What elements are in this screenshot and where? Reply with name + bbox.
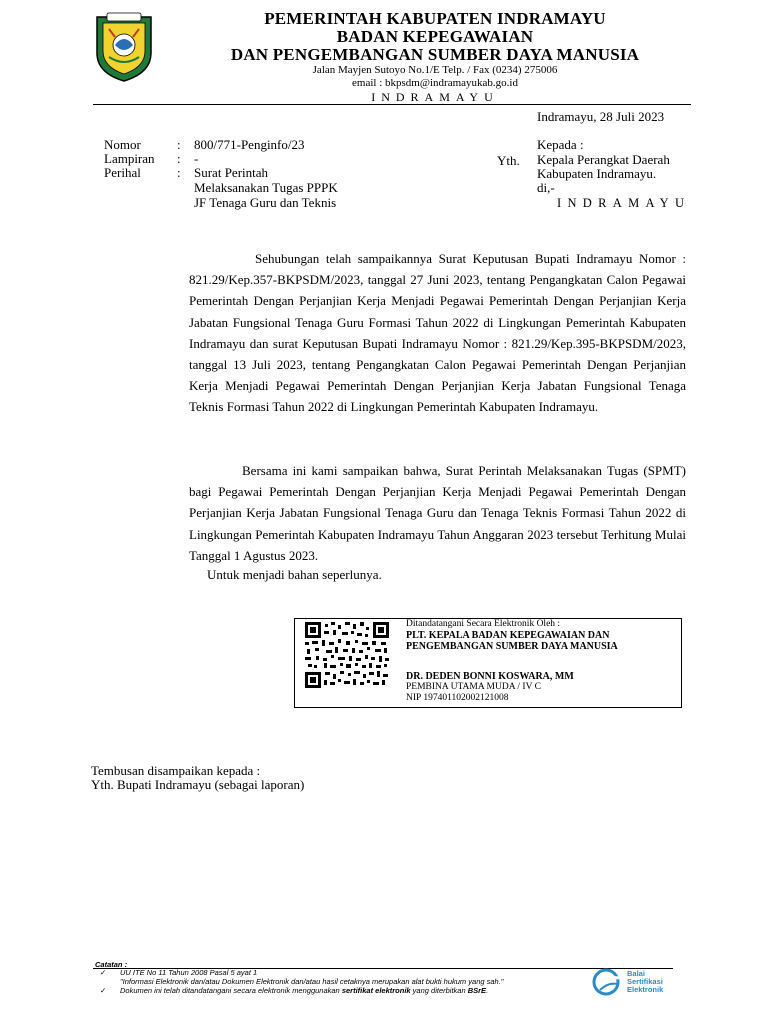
nomor-label: Nomor <box>104 137 141 152</box>
indramayu-regency-emblem-icon <box>93 11 155 83</box>
letterhead-email: email : bkpsdm@indramayukab.go.id <box>352 77 518 89</box>
lampiran-colon: : <box>177 151 181 166</box>
bsre-line-1: Balai <box>627 969 645 978</box>
body-paragraph-2-text: Bersama ini kami sampaikan bahwa, Surat Perintah Melaksanakan Tugas (SPMT) bagi Pegawai Pemerintah Dengan Perjanjian Kerja Menjadi Pegawai Pemerintah Dengan Perjanjian Kerja Jabatan Fungsional Tenaga Guru dan Tenaga Teknis Formasi Tahun 2022 di Lingkungan Pemerintah Kabupaten Indramayu Tahun Anggaran 2023 tersebut Terhitung Mulai Tanggal 1 Agustus 2023. <box>189 463 686 563</box>
letter-date: Indramayu, 28 Juli 2023 <box>537 109 665 124</box>
letterhead <box>180 10 690 104</box>
footer-line-3-c: yang diterbitkan <box>410 986 468 995</box>
bsre-wordmark <box>627 970 663 994</box>
lampiran-label: Lampiran <box>104 151 155 166</box>
letterhead-agency: BADAN KEPEGAWAIAN <box>336 27 534 46</box>
body-paragraph-1-text: Sehubungan telah sampaikannya Surat Keputusan Bupati Indramayu Nomor : 821.29/Kep.357-BKPSDM/2023, tanggal 27 Juni 2023, tentang Pengangkatan Calon Pegawai Pemerintah Dengan Perjanjian Kerja Menjadi Pegawai Pemerintah Dengan Perjanjian Kerja Jabatan Fungsional Tenaga Guru Formasi Tahun 2022 di Lingkungan Pemerintah Kabupaten Indramayu dan surat Keputusan Bupati Indramayu Nomor : 821.29/Kep.395-BKPSDM/2023, tanggal 13 Juli 2023, tentang Pengangkatan Calon Pegawai Pemerintah Dengan Perjanjian Kerja Menjadi Pegawai Pemerintah Dengan Perjanjian Kerja Jabatan Fungsional Tenaga Teknis Formasi Tahun 2022 di Lingkungan Pemerintah Kabupaten Indramayu. <box>189 251 686 415</box>
letterhead-agency-cont: DAN PENGEMBANGAN SUMBER DAYA MANUSIA <box>230 45 640 64</box>
recipient-yth: Yth. <box>497 153 520 168</box>
footer-line-1 <box>100 968 257 977</box>
signature-position-2: PENGEMBANGAN SUMBER DAYA MANUSIA <box>406 641 618 652</box>
footer-line-2: "Informasi Elektronik dan/atau Dokumen Elektronik dan/atau hasil cetaknya merupakan alat bukti hukum yang sah." <box>120 977 504 986</box>
perihal-value-2: Melaksanakan Tugas PPPK <box>194 180 338 195</box>
recipient-line2: Kabupaten Indramayu. <box>537 166 657 181</box>
perihal-value-3: JF Tenaga Guru dan Teknis <box>194 195 337 210</box>
letterhead-city: INDRAMAYU <box>371 90 499 104</box>
signature-nip: NIP 197401102002121008 <box>406 693 509 703</box>
signature-position-1: PLT. KEPALA BADAN KEPEGAWAIAN DAN <box>406 630 610 641</box>
signature-name: DR. DEDEN BONNI KOSWARA, MM <box>406 671 574 682</box>
signature-rank: PEMBINA UTAMA MUDA / IV C <box>406 682 541 692</box>
body-closing: Untuk menjadi bahan seperlunya. <box>207 567 382 582</box>
perihal-value-1: Surat Perintah <box>194 165 269 180</box>
signature-caption: Ditandatangani Secara Elektronik Oleh : <box>406 619 561 629</box>
lampiran-value: - <box>194 151 199 166</box>
footer-line-1-text: UU ITE No 11 Tahun 2008 Pasal 5 ayat 1 <box>120 968 258 977</box>
recipient-kepada: Kepada : <box>537 137 584 152</box>
recipient-line1: Kepala Perangkat Daerah <box>537 152 670 167</box>
perihal-colon: : <box>177 165 181 180</box>
tembusan-title: Tembusan disampaikan kepada : <box>91 763 261 778</box>
footer-line-3-d: BSrE <box>467 986 487 995</box>
recipient-city: INDRAMAYU <box>557 196 691 210</box>
nomor-value: 800/771-Penginfo/23 <box>194 137 305 152</box>
recipient-line3: di,- <box>537 180 555 195</box>
bsre-line-3: Elektronik <box>627 985 664 994</box>
body-paragraph-2 <box>189 460 686 566</box>
check-icon: ✓ <box>100 968 107 977</box>
footer-line-3-e: . <box>486 986 489 995</box>
bsre-logo-icon <box>592 968 624 996</box>
letterhead-address: Jalan Mayjen Sutoyo No.1/E Telp. / Fax (0234) 275006 <box>312 64 558 76</box>
tembusan-item-1: Yth. Bupati Indramayu (sebagai laporan) <box>91 777 305 792</box>
footer-line-3-b: sertifikat elektronik <box>341 986 411 995</box>
footer-catatan: Catatan : <box>95 960 128 969</box>
check-icon: ✓ <box>100 986 107 995</box>
bsre-line-2: Sertifikasi <box>627 977 663 986</box>
qr-code-icon[interactable] <box>305 622 389 688</box>
letterhead-divider <box>93 104 691 105</box>
nomor-colon: : <box>177 137 181 152</box>
letterhead-government: PEMERINTAH KABUPATEN INDRAMAYU <box>264 9 606 28</box>
body-paragraph-1 <box>189 248 686 418</box>
footer-line-3-a: Dokumen ini telah ditandatangani secara elektronik menggunakan <box>120 986 342 995</box>
footer-line-3 <box>100 986 488 995</box>
perihal-label: Perihal <box>104 165 141 180</box>
